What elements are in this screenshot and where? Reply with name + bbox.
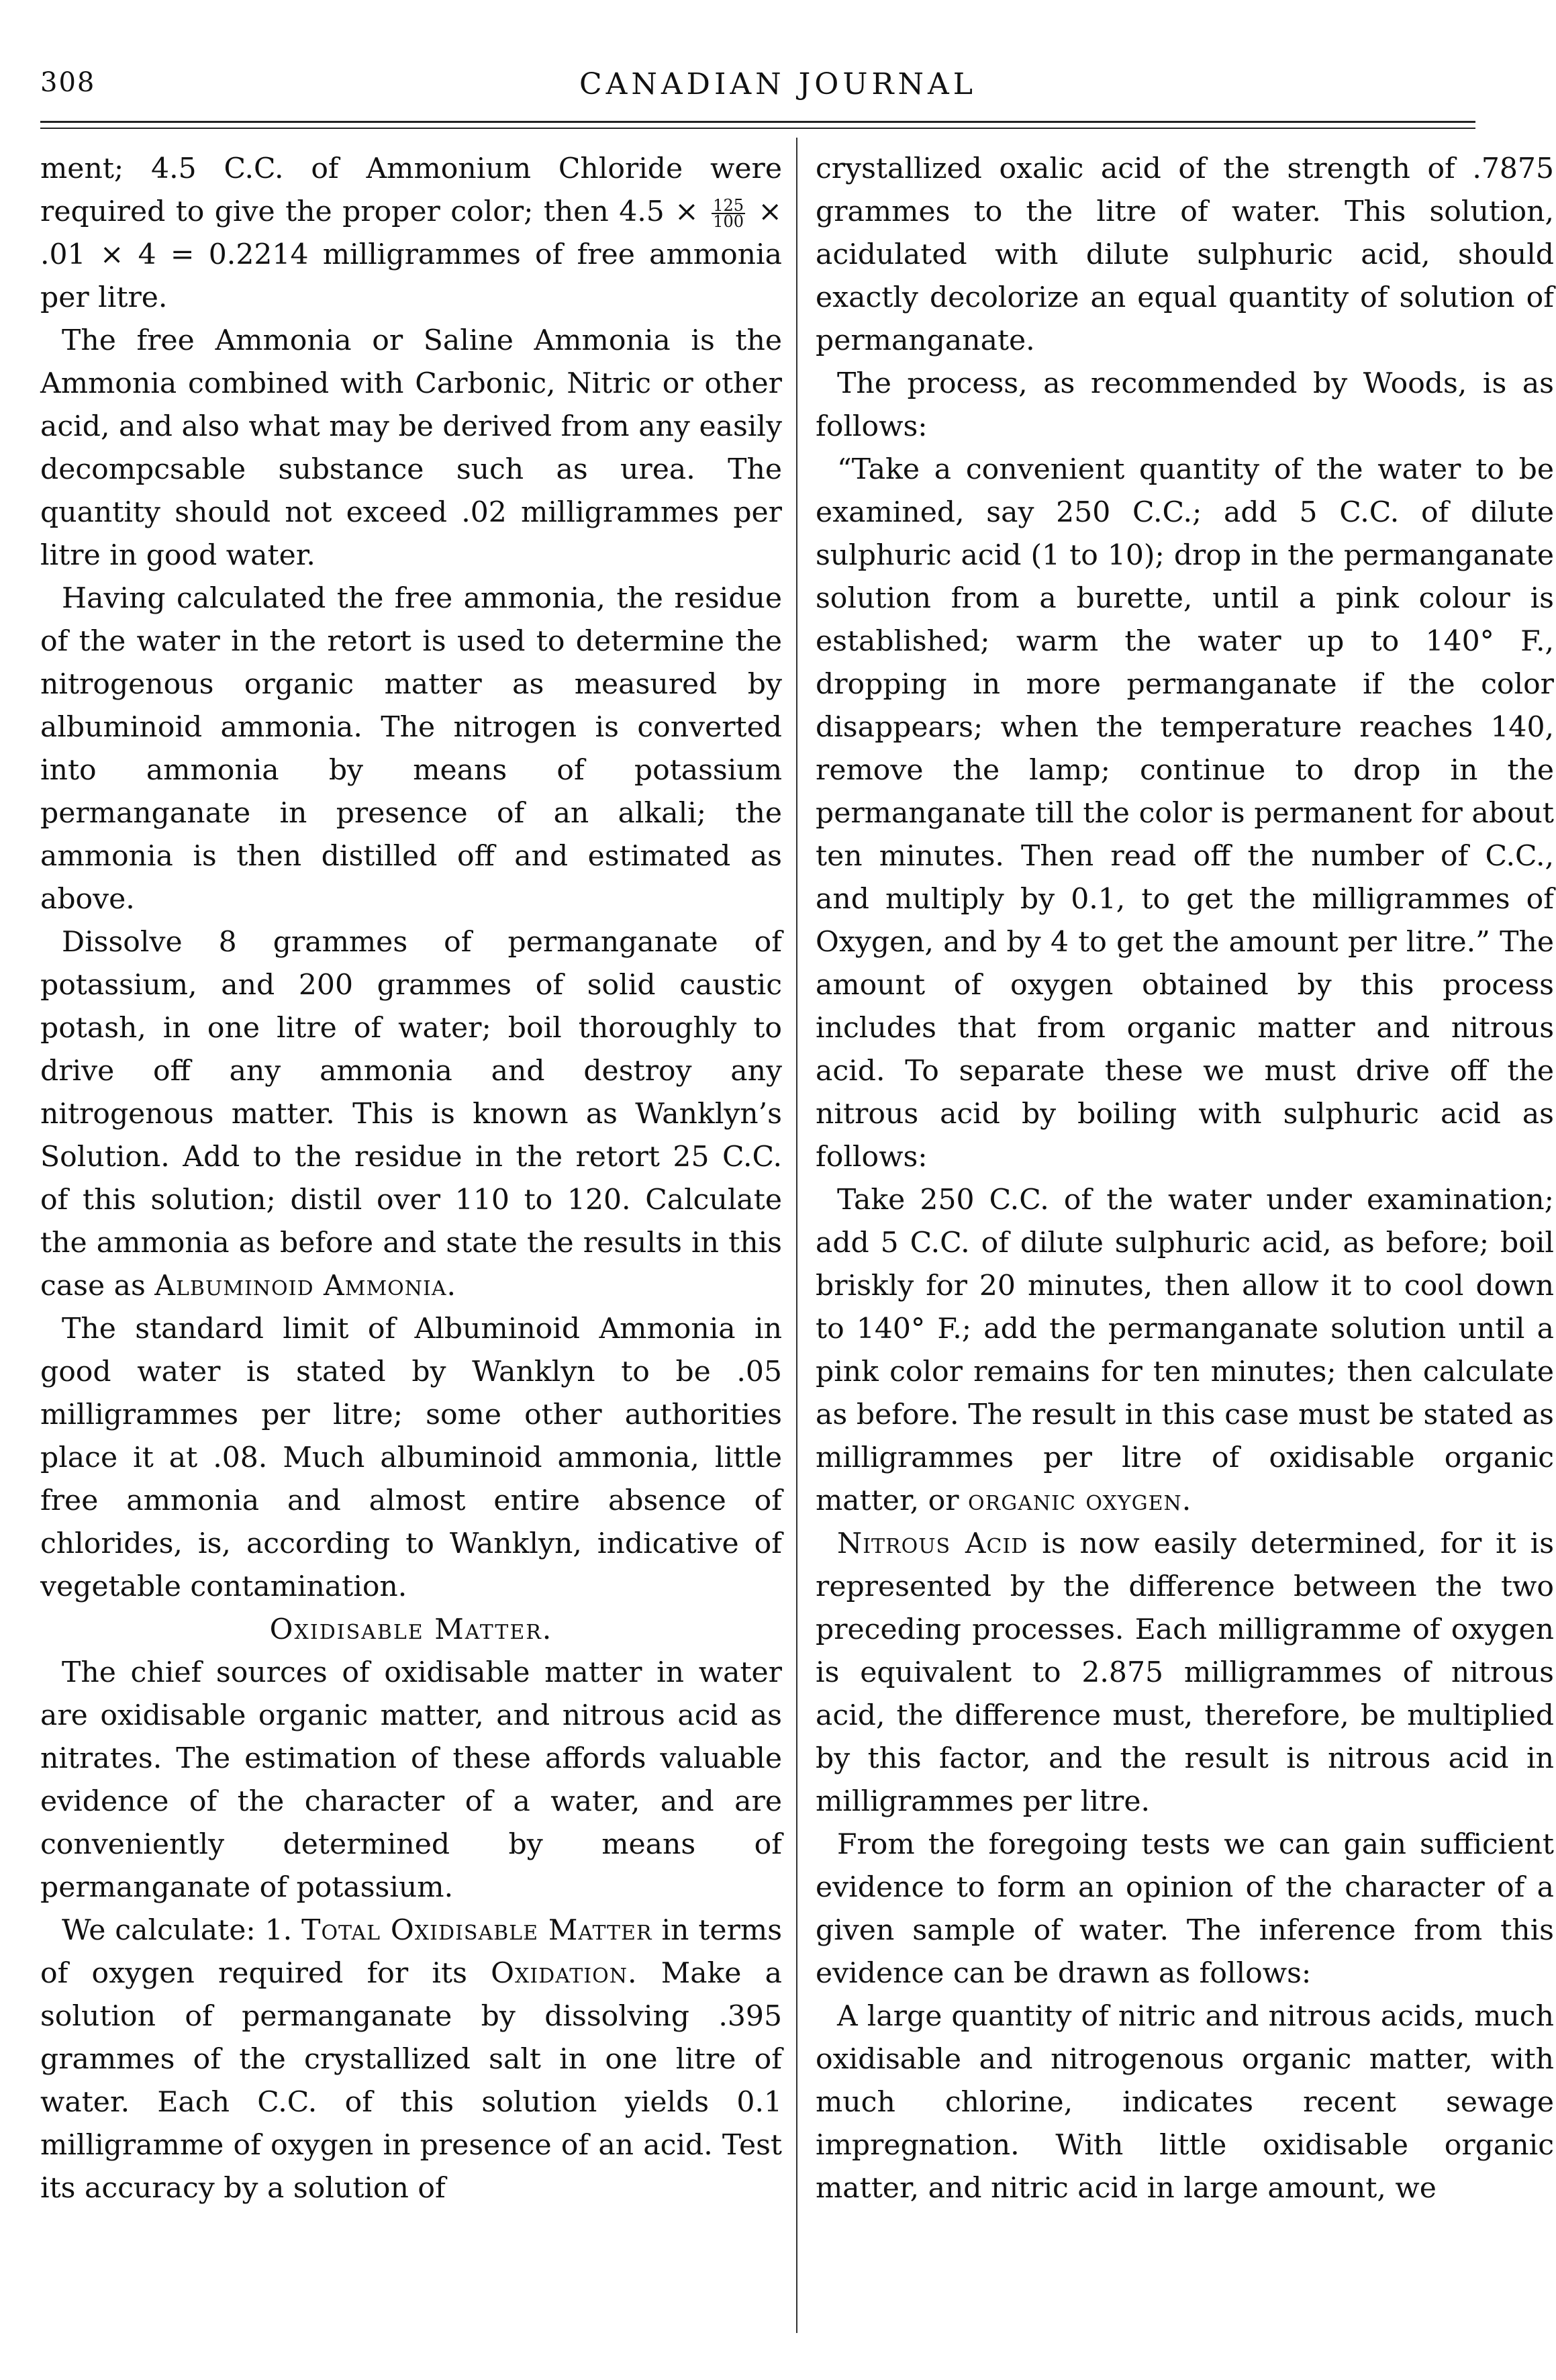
paragraph: “Take a convenient quantity of the water to be examined, say 250 C.C.; add 5 C.C. of dilute sulphuric acid (1 to 10); drop in the permanganate solution from a burette, until a pink colour is established; warm the water up to 140° F., dropping in more permanganate if the color disappears; when the temperature reaches 140, remove the lamp; continue to drop in the permanganate till the color is permanent for about ten minutes. Then read off the number of C.C., and multiply by 0.1, to get the milligrammes of Oxygen, and by 4 to get the amount per litre.” The amount of oxygen obtained by this process includes that from organic matter and nitrous acid. To separate these we must drive off the nitrous acid by boiling with sulphuric acid as follows: <box>816 453 1554 1174</box>
paragraph: crystallized oxalic acid of the strength of .7875 grammes to the litre of water. This solution, acidulated with dilute sulphuric acid, should exactly decolorize an equal quantity of solution of permanganate. <box>816 152 1554 357</box>
small-caps-term: Oxidation. <box>491 1957 638 1990</box>
section-heading: Oxidisable Matter. <box>269 1613 553 1646</box>
paragraph: From the foregoing tests we can gain sufficient evidence to form an opinion of the character of a given sample of water. The inference from this evidence can be drawn as follows: <box>816 1828 1554 1990</box>
text-run: × .01 × 4 = 0.2214 milligrammes of free ammonia per litre. <box>40 195 782 314</box>
paragraph: The chief sources of oxidisable matter in water are oxidisable organic matter, and nitrous acid as nitrates. The estimation of these affords valuable evidence of the character of a water, and are conveniently determined by means of permanganate of potassium. <box>40 1656 782 1904</box>
text-run: We calculate: 1. <box>62 1914 293 1947</box>
small-caps-term: Nitrous Acid <box>837 1527 1028 1560</box>
small-caps-term: organic oxygen. <box>968 1484 1192 1517</box>
page-header <box>0 60 1556 107</box>
paragraph <box>40 148 782 320</box>
text-run: in terms of oxygen required for its <box>40 1914 783 1990</box>
paragraph: Having calculated the free ammonia, the residue of the water in the retort is used to determine the nitrogenous organic matter as measured by albuminoid ammonia. The nitrogen is converted into ammonia by means of potassium permanganate in presence of an alkali; the ammonia is then distilled off and estimated as above. <box>40 582 782 916</box>
text-run: Dissolve 8 grammes of permanganate of potassium, and 200 grammes of solid caustic potash, in one litre of water; boil thoroughly to drive off any ammonia and destroy any nitrogenous matter. This is known as Wanklyn’s Solution. Add to the residue in the retort 25 C.C. of this solution; distil over 110 to 120. Calculate the ammonia as before and state the results in this case as <box>40 926 782 1302</box>
fraction-denominator: 100 <box>713 212 744 231</box>
small-caps-term: Albuminoid Ammonia. <box>154 1270 457 1302</box>
small-caps-term: Total Oxidisable Matter <box>301 1914 652 1947</box>
header-rule-thick <box>40 121 1475 123</box>
paragraph: A large quantity of nitric and nitrous acids, much oxidisable and nitrogenous organic matter, with much chlorine, indicates recent sewage impregnation. With little oxidisable organic matter, and nitric acid in large amount, we <box>816 2000 1554 2205</box>
text-run: ment; 4.5 C.C. of Ammonium Chloride were required to give the proper color; then 4.5 × <box>40 152 782 228</box>
text-run: Take 250 C.C. of the water under examination; add 5 C.C. of dilute sulphuric acid, as before; boil briskly for 20 minutes, then allow it to cool down to 140° F.; add the permanganate solution until a pink color remains for ten minutes; then calculate as before. The result in this case must be stated as milligrammes per litre of oxidisable organic matter, or <box>816 1184 1554 1517</box>
fraction <box>712 198 745 229</box>
paragraph <box>816 1523 1554 1823</box>
fraction-numerator: 125 <box>713 196 744 215</box>
header-rule-thin <box>40 128 1475 129</box>
page-number: 308 <box>40 67 96 98</box>
paragraph <box>40 1909 782 2210</box>
left-column <box>40 148 782 2336</box>
paragraph: The free Ammonia or Saline Ammonia is the Ammonia combined with Carbonic, Nitric or other acid, and also what may be derived from any easily decompcsable substance such as urea. The quantity should not exceed .02 milligrammes per litre in good water. <box>40 324 782 572</box>
paragraph: The process, as recommended by Woods, is as follows: <box>816 367 1554 443</box>
text-run: is now easily determined, for it is represented by the difference between the two preceding processes. Each milligramme of oxygen is equivalent to 2.875 milligrammes of nitrous acid, the difference must, therefore, be multiplied by this factor, and the result is nitrous acid in milligrammes per litre. <box>816 1527 1555 1818</box>
paragraph <box>816 1179 1554 1523</box>
column-divider <box>796 138 797 2333</box>
text-run: Make a solution of permanganate by dissolving .395 grammes of the crystallized salt in one litre of water. Each C.C. of this solution yields 0.1 milligramme of oxygen in presence of an acid. Test its accuracy by a solution of <box>40 1957 783 2205</box>
right-column <box>816 148 1554 2336</box>
paragraph: The standard limit of Albuminoid Ammonia in good water is stated by Wanklyn to be .05 milligrammes per litre; some other authorities place it at .08. Much albuminoid ammonia, little free ammonia and almost entire absence of chlorides, is, according to Wanklyn, indicative of vegetable contamination. <box>40 1313 782 1603</box>
paragraph <box>40 921 782 1308</box>
running-head: CANADIAN JOURNAL <box>579 67 977 101</box>
